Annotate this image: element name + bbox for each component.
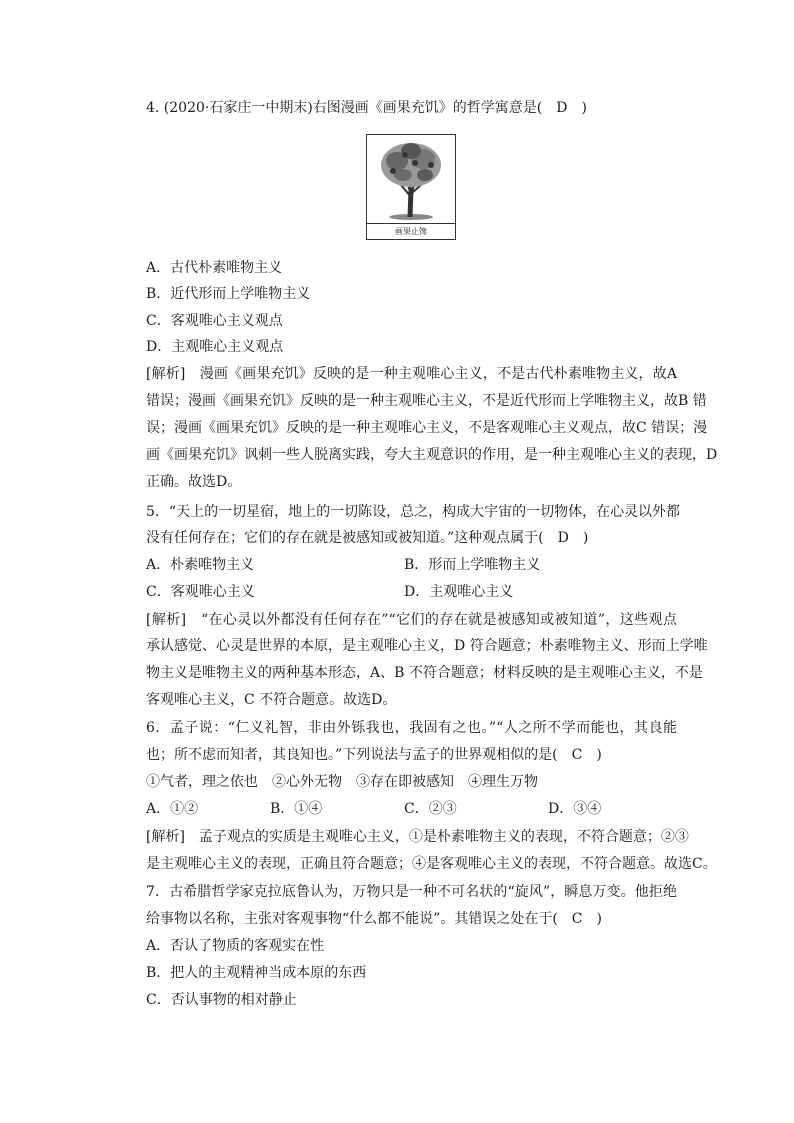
q7-option-b: B．把人的主观精神当成本原的东西	[146, 965, 367, 981]
q6-option-d: D．③④	[548, 801, 602, 817]
q6-analysis-line: 是主观唯心主义的表现，正确且符合题意；④是客观唯心主义的表现，不符合题意。故选C。	[146, 856, 717, 872]
q6-stem-line: 6．孟子说：“仁义礼智，非由外铄我也，我固有之也。”“人之所不学而能也，其良能	[146, 720, 677, 736]
q4-analysis-line: 正确。故选D。	[146, 474, 242, 490]
q5-option-c: C．客观唯心主义	[146, 584, 255, 600]
q6-option-a: A．①②	[146, 801, 199, 817]
q4-option-c: C．客观唯心主义观点	[146, 313, 283, 329]
figure-caption: 画果止馋	[367, 223, 455, 240]
cartoon-figure	[366, 134, 456, 240]
q5-option-d: D．主观唯心主义	[404, 584, 514, 600]
q5-stem-line: 5．“天上的一切星宿，地上的一切陈设，总之，构成大宇宙的一切物体，在心灵以外都	[146, 504, 681, 520]
q4-analysis-line: 画《画果充饥》讽刺一些人脱离实践，夸大主观意识的作用，是一种主观唯心主义的表现，D	[146, 447, 718, 463]
q6-statement-items: ①气者，理之依也 ②心外无物 ③存在即被感知 ④理生万物	[146, 774, 538, 790]
q7-option-a: A．否认了物质的客观实在性	[146, 938, 325, 954]
q5-analysis-line: 承认感觉、心灵是世界的本原，是主观唯心主义，D 符合题意；朴素唯物主义、形而上学唯	[146, 638, 708, 654]
q4-analysis-line: 错误；漫画《画果充饥》反映的是一种主观唯心主义，不是近代形而上学唯物主义，故B 错	[146, 393, 707, 409]
q4-stem: 4. (2020·石家庄一中期末)右图漫画《画果充饥》的哲学寓意是( D )	[146, 100, 587, 116]
q4-option-b: B．近代形而上学唯物主义	[146, 286, 311, 302]
q5-option-a: A．朴素唯物主义	[146, 557, 255, 573]
q5-option-b: B．形而上学唯物主义	[404, 557, 541, 573]
q5-analysis-line: 客观唯心主义，C 不符合题意。故选D。	[146, 692, 397, 708]
q5-stem-line: 没有任何存在；它们的存在就是被感知或被知道。”这种观点属于( D )	[146, 530, 589, 546]
q7-stem-line: 给事物以名称，主张对客观事物“什么都不能说”。其错误之处在于( C )	[146, 911, 602, 927]
q4-option-a: A．古代朴素唯物主义	[146, 260, 283, 276]
q5-analysis-line: [解析] “在心灵以外都没有任何存在”“它们的存在就是被感知或被知道”，这些观点	[146, 612, 677, 628]
q6-option-b: B．①④	[270, 801, 323, 817]
q7-stem-line: 7．古希腊哲学家克拉底鲁认为，万物只是一种不可名状的“旋风”，瞬息万变。他拒绝	[146, 884, 677, 900]
q4-option-d: D．主观唯心主义观点	[146, 339, 284, 355]
q5-analysis-line: 物主义是唯物主义的两种基本形态，A、B 不符合题意；材料反映的是主观唯心主义，不是	[146, 665, 703, 681]
tree-illustration-icon	[367, 135, 455, 223]
q6-stem-line: 也；所不虑而知者，其良知也。”下列说法与孟子的世界观相似的是( C )	[146, 747, 602, 763]
q4-analysis-line: [解析] 漫画《画果充饥》反映的是一种主观唯心主义，不是古代朴素唯物主义，故A	[146, 366, 677, 382]
q4-analysis-line: 误；漫画《画果充饥》反映的是一种主观唯心主义，不是客观唯心主义观点，故C 错误；漫	[146, 420, 708, 436]
q6-option-c: C．②③	[404, 801, 457, 817]
q6-analysis-line: [解析] 孟子观点的实质是主观唯心主义，①是朴素唯物主义的表现，不符合题意；②③	[146, 829, 689, 845]
q7-option-c: C．否认事物的相对静止	[146, 992, 297, 1008]
